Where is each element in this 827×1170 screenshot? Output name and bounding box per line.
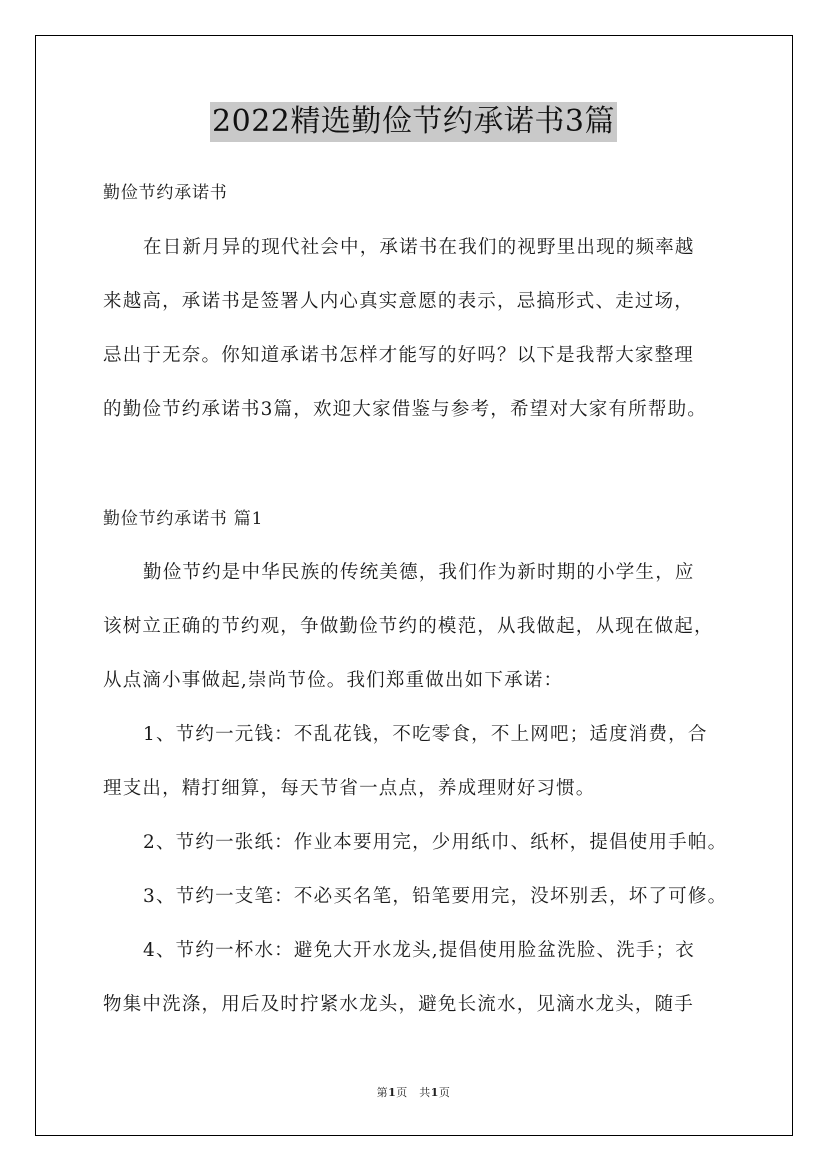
section-line: 理支出，精打细算，每天节省一点点，养成理财好习惯。 [103,778,596,799]
section-line: 2、节约一张纸：作业本要用完，少用纸巾、纸杯，提倡使用手帕。 [143,832,728,853]
intro-line: 在日新月异的现代社会中，承诺书在我们的视野里出现的频率越 [143,237,695,258]
document-title: 2022精选勤俭节约承诺书3篇 [210,102,617,142]
page-current: 1 [388,1086,397,1099]
page-footer [0,1084,827,1100]
section-line: 勤俭节约是中华民族的传统美德，我们作为新时期的小学生，应 [143,562,695,583]
page-total: 1 [430,1086,439,1099]
section-line: 4、节约一杯水：避免大开水龙头,提倡使用脸盆洗脸、洗手；衣 [143,940,695,961]
section-line: 1、节约一元钱：不乱花钱，不吃零食，不上网吧；适度消费，合 [143,724,708,745]
section-line: 物集中洗涤，用后及时拧紧水龙头，避免长流水，见滴水龙头，随手 [103,994,695,1015]
intro-line: 忌出于无奈。你知道承诺书怎样才能写的好吗？以下是我帮大家整理 [103,345,695,366]
page-prefix: 第 [376,1086,389,1099]
intro-line: 的勤俭节约承诺书3篇，欢迎大家借鉴与参考，希望对大家有所帮助。 [103,399,707,420]
section-line: 该树立正确的节约观，争做勤俭节约的模范，从我做起，从现在做起， [103,616,714,637]
page-mid: 页 共 [396,1086,431,1099]
section-line: 从点滴小事做起,崇尚节俭。我们郑重做出如下承诺： [103,670,564,691]
page-suffix: 页 [438,1086,451,1099]
title-container [0,102,827,142]
intro-line: 来越高，承诺书是签署人内心真实意愿的表示，忌搞形式、走过场， [103,291,695,312]
section-heading: 勤俭节约承诺书 篇1 [103,509,264,529]
section-line: 3、节约一支笔：不必买名笔，铅笔要用完，没坏别丢，坏了可修。 [143,886,728,907]
intro-heading: 勤俭节约承诺书 [103,183,228,203]
